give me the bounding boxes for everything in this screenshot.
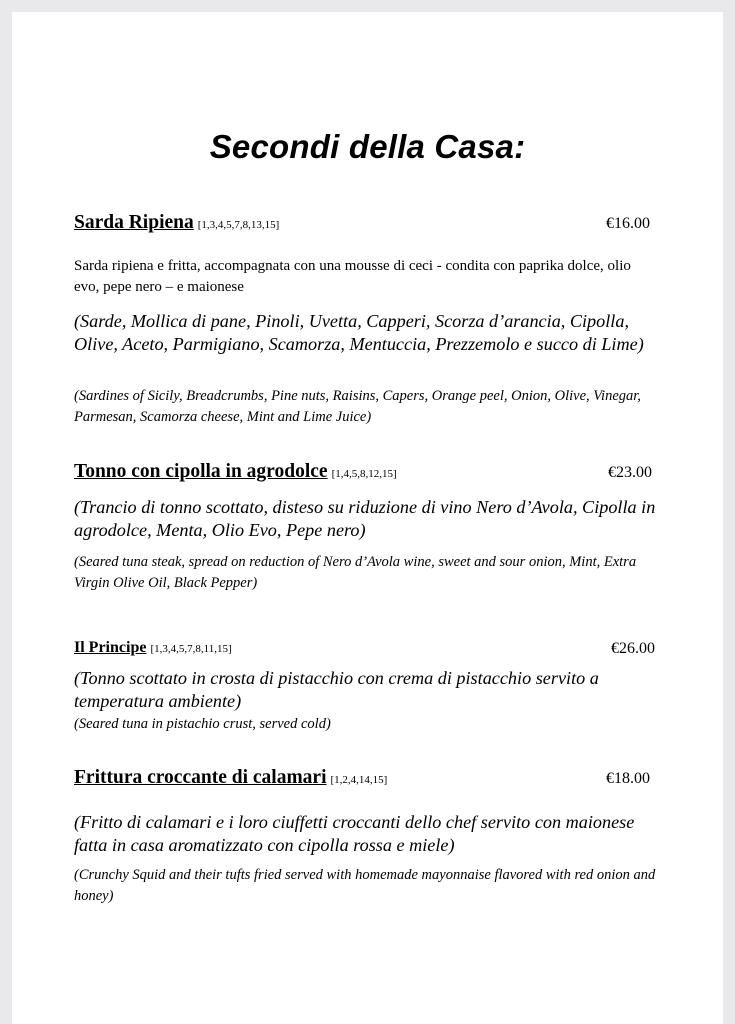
dish-header-tonno-cipolla [74,461,397,483]
dish-allergens: [1,4,5,8,12,15] [331,468,397,480]
dish-ingredients-italian: (Trancio di tonno scottato, disteso su riduzione di vino Nero d’Avola, Cipolla in agrodolce, Menta, Olio Evo, Pepe nero) [74,497,656,540]
dish-name: Sarda Ripiena [74,212,194,233]
dish-ingredients-italian: (Tonno scottato in crosta di pistacchio con crema di pistacchio servito a temperatura ambiente) [74,668,599,711]
dish-header-il-principe [74,639,232,657]
dish-price: €16.00 [606,215,650,232]
dish-ingredients-english: (Seared tuna in pistachio crust, served cold) [74,716,331,732]
dish-name: Il Principe [74,639,147,656]
dish-name: Frittura croccante di calamari [74,767,327,788]
dish-description: Sarda ripiena e fritta, accompagnata con una mousse di ceci - condita con paprika dolce, olio evo, pepe nero – e maionese [74,258,631,295]
dish-ingredients-italian: (Sarde, Mollica di pane, Pinoli, Uvetta, Capperi, Scorza d’arancia, Cipolla, Olive, Aceto, Parmigiano, Scamorza, Mentuccia, Prezzemolo e succo di Lime) [74,311,644,354]
dish-price: €26.00 [611,640,655,657]
dish-price: €23.00 [608,464,652,481]
dish-ingredients-italian: (Fritto di calamari e i loro ciuffetti croccanti dello chef servito con maionese fatta in casa aromatizzato con cipolla rossa e miele) [74,812,635,855]
dish-header-sarda-ripiena [74,212,279,234]
dish-ingredients-english: (Crunchy Squid and their tufts fried served with homemade mayonnaise flavored with red onion and honey) [74,867,656,904]
dish-allergens: [1,3,4,5,7,8,11,15] [150,643,232,655]
page-title: Secondi della Casa: [209,128,526,165]
dish-allergens: [1,3,4,5,7,8,13,15] [197,219,280,231]
dish-price: €18.00 [606,770,650,787]
dish-name: Tonno con cipolla in agrodolce [74,461,328,482]
dish-ingredients-english: (Sardines of Sicily, Breadcrumbs, Pine nuts, Raisins, Capers, Orange peel, Onion, Olive, Vinegar, Parmesan, Scamorza cheese, Mint and Lime Juice) [74,388,641,425]
dish-ingredients-english: (Seared tuna steak, spread on reduction of Nero d’Avola wine, sweet and sour onion, Mint, Extra Virgin Olive Oil, Black Pepper) [74,554,637,591]
dish-header-frittura-calamari [74,767,387,789]
dish-allergens: [1,2,4,14,15] [330,774,388,786]
